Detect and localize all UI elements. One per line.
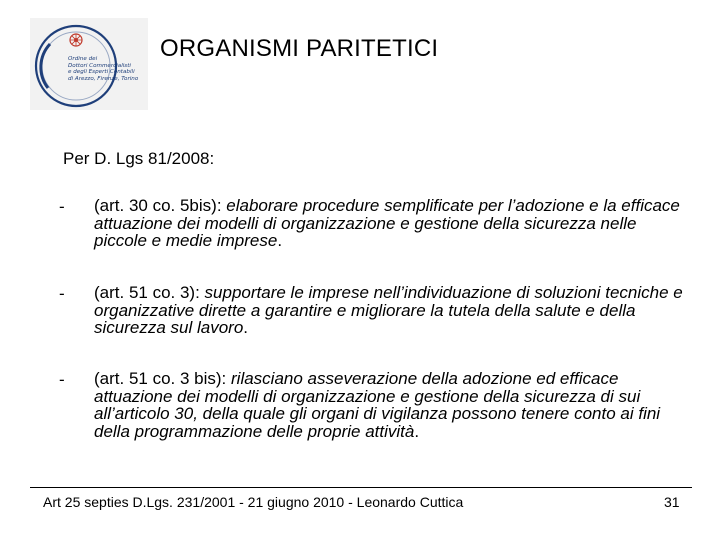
logo <box>30 18 148 110</box>
item-end: . <box>277 231 283 250</box>
item-end: . <box>414 421 420 441</box>
list-dash: - <box>59 197 65 216</box>
list-item-text <box>94 284 684 337</box>
footer-divider <box>30 487 692 488</box>
logo-text <box>68 56 138 82</box>
article-reference: (art. 30 co. 5bis): <box>94 196 227 215</box>
list-dash: - <box>59 284 65 303</box>
item-description: supportare le imprese nell’individuazione di soluzioni tecniche e organizzative dirette a garantire e migliorare la tutela della salute e della sicurezza sul lavoro <box>94 283 683 337</box>
article-reference: (art. 51 co. 3): <box>94 283 205 302</box>
item-end: . <box>243 318 249 337</box>
list-dash: - <box>59 370 65 389</box>
article-reference: (art. 51 co. 3 bis): <box>94 369 231 388</box>
logo-text-line: Dottori Commercialisti <box>68 62 131 69</box>
slide-intro: Per D. Lgs 81/2008: <box>63 149 215 168</box>
item-description: rilasciano asseverazione della adozione ed efficace attuazione dei modelli di organizzazione e gestione della sicurezza di sui all’articolo 30, della quale gli organi di vigilanza possono tenere conto ai fini della programmazione delle proprie attività <box>94 369 661 441</box>
logo-text-line: Ordine dei <box>68 56 98 62</box>
page-number: 31 <box>664 494 680 510</box>
logo-text-line: e degli Esperti Contabili <box>68 69 135 76</box>
list-item-text <box>94 370 684 440</box>
slide-title: ORGANISMI PARITETICI <box>160 35 439 62</box>
item-description: elaborare procedure semplificate per l’adozione e la efficace attuazione dei modelli di organizzazione e gestione della sicurezza nelle piccole e medie imprese <box>94 196 680 250</box>
list-item-text <box>94 197 684 250</box>
logo-text-line: di Arezzo, Firenze, Torino <box>68 75 139 82</box>
footer-text: Art 25 septies D.Lgs. 231/2001 - 21 giugno 2010 - Leonardo Cuttica <box>43 494 464 510</box>
